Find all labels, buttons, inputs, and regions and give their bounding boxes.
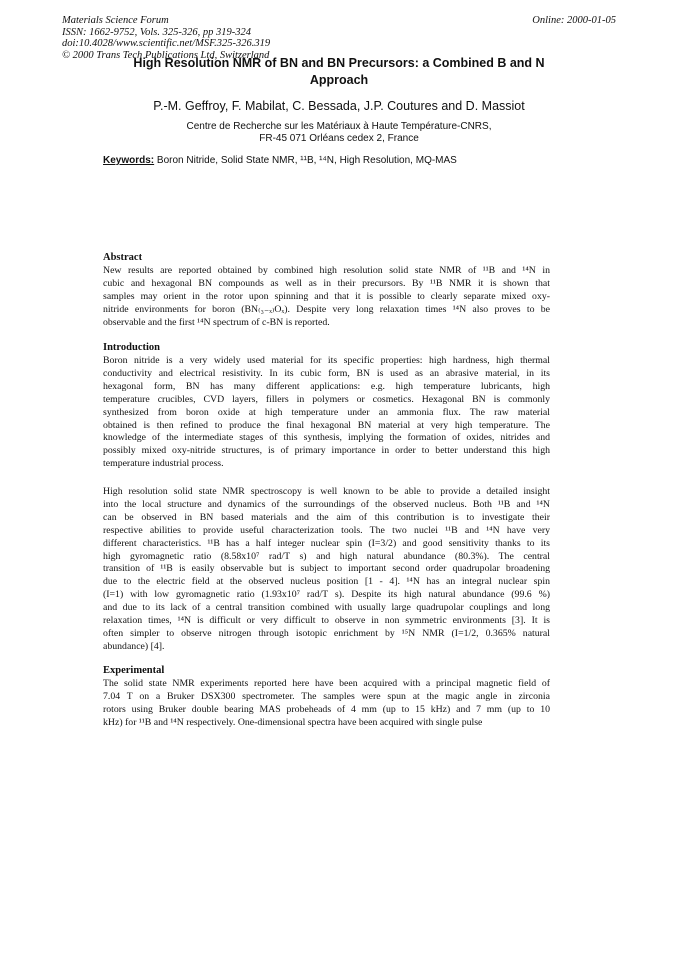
text-line: High resolution solid state NMR spectroscopy is well known to be able to provide a detailed insight (103, 486, 550, 497)
text-line: cubic and hexagonal BN compounds as well as in their precursors. By ¹¹B NMR it is shown that (103, 277, 550, 289)
experimental-heading: Experimental (103, 665, 165, 676)
text-line: temperature crucibles, CVD layers, fillers in polymers or cosmetics. Hexagonal BN is commonly (103, 393, 550, 405)
text-line: rotors using Bruker double bearing MAS probeheads of 4 mm (up to 15 kHz) and 7 mm (up to 10 (103, 703, 550, 715)
text-line: temperature industrial process. (103, 458, 224, 470)
text-line: observable and the first ¹⁴N spectrum of c-BN is reported. (103, 316, 330, 328)
text-line: often simpler to observe nitrogen through isotopic enrichment by ¹⁵N NMR (I=1/2, 0.365% natural (103, 627, 550, 639)
text-line: Boron nitride is a very widely used material for its specific properties: high hardness, high thermal (103, 355, 550, 366)
text-line: synthesized from boron oxide at high temperature under an ammonia flux. The raw material (103, 406, 550, 418)
text-line: obtained is then refined to produce the final hexagonal BN material at very high temperature. The (103, 419, 550, 431)
text-line: high gyromagnetic ratio (8.58x10⁷ rad/T s) and high natural abundance (80.3%). The central (103, 550, 550, 562)
text-line: 7.04 T on a Bruker DSX300 spectrometer. The samples were spun at the magic angle in zirconia (103, 690, 550, 702)
text-line: hexagonal form, BN has many different applications: e.g. high temperature lubricants, high (103, 380, 550, 392)
abstract-heading: Abstract (103, 252, 143, 263)
publication-header (62, 15, 270, 61)
keywords-text: Boron Nitride, Solid State NMR, ¹¹B, ¹⁴N, High Resolution, MQ-MAS (156, 155, 457, 166)
doi-line[interactable]: doi:10.4028/www.scientific.net/MSF.325-326.319 (62, 38, 271, 49)
text-line: New results are reported obtained by combined high resolution solid state NMR of ¹¹B and ¹⁴N in (103, 265, 550, 276)
text-line: respective abilities to provide useful characterization tools. The two nuclei ¹¹B and ¹⁴N have very (103, 524, 550, 536)
introduction-paragraph-2 (103, 486, 550, 654)
text-line: knowledge of the intermediate stages of this synthesis, implying the formation of oxides, nitrides and (103, 432, 550, 444)
keywords (103, 155, 457, 166)
text-line: possibly mixed oxy-nitride structures, is of primary importance in order to better understand this high (103, 445, 550, 457)
issn-line: ISSN: 1662-9752, Vols. 325-326, pp 319-324 (62, 26, 251, 38)
copyright-line: © 2000 Trans Tech Publications Ltd, Switzerland (62, 49, 270, 61)
paper-title-line-2: Approach (309, 73, 369, 87)
affiliation (0, 121, 678, 145)
text-line: different characteristics. ¹¹B has a half integer nuclear spin (I=3/2) and good sensitivity thanks to its (103, 537, 550, 549)
text-line: due to the electric field at the observed nucleus position [1 - 4]. ¹⁴N has an integral nuclear spin (103, 576, 550, 588)
experimental-body (103, 678, 550, 730)
affiliation-line-2: FR-45 071 Orléans cedex 2, France (259, 133, 419, 144)
keywords-label: Keywords: (103, 155, 155, 166)
author-list: P.-M. Geffroy, F. Mabilat, C. Bessada, J.P. Coutures and D. Massiot (153, 99, 525, 113)
text-line: and due to its lack of a central transition combined with usually large quadrupolar couplings and long (103, 602, 550, 614)
text-line: kHz) for ¹¹B and ¹⁴N respectively. One-dimensional spectra have been acquired with single pulse (103, 716, 483, 728)
text-line: can be observed in BN based materials and the aim of this contribution is to investigate their (103, 511, 550, 523)
text-line: nitride environments for boron (BN₍₃₋ₓ₎Oₓ). Despite very long relaxation times ¹⁴N also proves to be (103, 303, 550, 315)
text-line: into the local structure and dynamics of the surroundings of the observed nucleus. Both ¹¹B and ¹⁴N (103, 498, 550, 510)
text-line: conductivity and electrical resistivity. In its cubic form, BN is used as an abrasive material, in its (103, 367, 550, 379)
text-line: (I=1) with low gyromagnetic ratio (1.93x10⁷ rad/T s). Despite its high natural abundance (99.6 %) (103, 589, 550, 601)
abstract-body (103, 265, 550, 330)
text-line: The solid state NMR experiments reported here have been acquired with a principal magnetic field of (103, 678, 550, 689)
journal-name: Materials Science Forum (62, 15, 169, 26)
affiliation-line-1: Centre de Recherche sur les Matériaux à Haute Température-CNRS, (186, 121, 492, 132)
introduction-paragraph-1 (103, 355, 550, 471)
text-line: transition of ¹¹B is easily observable but is subject to important second order quadrupolar broadening (103, 563, 550, 575)
text-line: relaxation times, ¹⁴N is difficult or very difficult to observe in non symmetric environments [3]. It is (103, 615, 550, 627)
introduction-heading: Introduction (103, 342, 160, 353)
online-date: Online: 2000-01-05 (532, 15, 616, 26)
paper-title-line-1: High Resolution NMR of BN and BN Precursors: a Combined B and N (133, 57, 545, 70)
text-line: samples may orient in the rotor upon spinning and that it is possible to clearly separate mixed oxy- (103, 290, 550, 302)
text-line: abundance) [4]. (103, 640, 165, 652)
